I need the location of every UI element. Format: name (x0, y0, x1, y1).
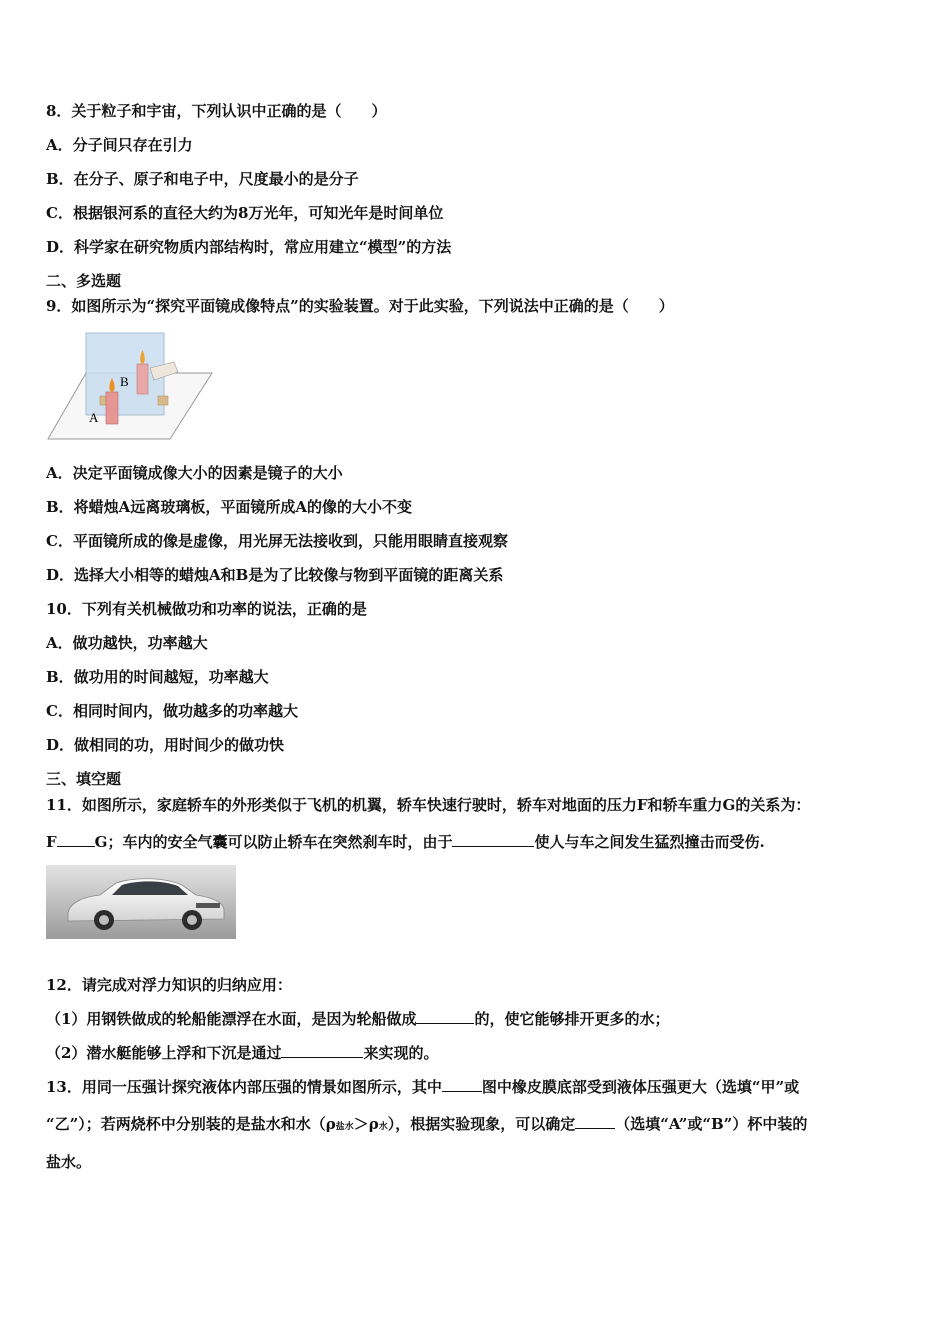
q10-option-d: D．做相同的功，用时间少的做功快 (46, 736, 285, 754)
q11-line1: 11．如图所示，家庭轿车的外形类似于飞机的机翼，轿车快速行驶时，轿车对地面的压力F和轿车重力G的关系为： (46, 796, 811, 814)
q12-blank-2[interactable] (281, 1043, 363, 1058)
q13-line1 (46, 1077, 799, 1097)
q9-stem: 9．如图所示为“探究平面镜成像特点”的实验装置。对于此实验，下列说法中正确的是（ ） (46, 297, 674, 315)
q10-stem: 10．下列有关机械做功和功率的说法，正确的是 (46, 600, 367, 618)
q11-blank-1[interactable] (57, 832, 95, 847)
q10-option-c: C．相同时间内，做功越多的功率越大 (46, 702, 298, 720)
q8-option-b: B．在分子、原子和电子中，尺度最小的是分子 (46, 170, 359, 188)
q12-part1-b: 的，使它能够排开更多的水； (474, 1010, 670, 1028)
label-b: B (120, 374, 129, 389)
q10-option-b: B．做功用的时间越短，功率越大 (46, 668, 269, 686)
q13-line2-c: （选填“A”或“B”）杯中装的 (615, 1115, 808, 1133)
q13-line1-a: 13．用同一压强计探究液体内部压强的情景如图所示，其中 (46, 1078, 442, 1096)
q11-blank-2[interactable] (452, 832, 534, 847)
q13-line2-b: ），根据实验现象，可以确定 (387, 1115, 576, 1133)
q9-option-a: A．决定平面镜成像大小的因素是镜子的大小 (46, 464, 343, 482)
q12-part2-b: 来实现的。 (363, 1044, 439, 1062)
q11-line2 (46, 832, 765, 852)
q8-option-a: A．分子间只存在引力 (46, 136, 193, 154)
q12-part2 (46, 1043, 438, 1063)
q13-line3: 盐水。 (46, 1153, 92, 1171)
q12-stem: 12．请完成对浮力知识的归纳应用： (46, 976, 292, 994)
q13-gt: ＞ρ (353, 1115, 379, 1133)
q9-option-b: B．将蜡烛A远离玻璃板，平面镜所成A的像的大小不变 (46, 498, 412, 516)
q9-option-d: D．选择大小相等的蜡烛A和B是为了比较像与物到平面镜的距离关系 (46, 566, 504, 584)
q10-option-a: A．做功越快，功率越大 (46, 634, 208, 652)
q12-blank-1[interactable] (416, 1009, 474, 1024)
section-multiple-choice-heading: 二、多选题 (46, 272, 122, 290)
q13-line1-b: 图中橡皮膜底部受到液体压强更大（选填“甲”或 (481, 1078, 800, 1096)
section-fill-blank-heading: 三、填空题 (46, 770, 122, 788)
q11-f: F (46, 833, 57, 851)
q13-blank-1[interactable] (442, 1077, 482, 1092)
label-a: A (89, 410, 99, 425)
q12-part1 (46, 1009, 669, 1029)
q8-option-c: C．根据银河系的直径大约为8万光年，可知光年是时间单位 (46, 204, 444, 222)
q12-part1-a: （1）用钢铁做成的轮船能漂浮在水面，是因为轮船做成 (46, 1010, 417, 1028)
q11-text-c: 使人与车之间发生猛烈撞击而受伤. (534, 833, 765, 851)
q12-part2-a: （2）潜水艇能够上浮和下沉是通过 (46, 1044, 282, 1062)
q13-line2 (46, 1114, 807, 1137)
q8-option-d: D．科学家在研究物质内部结构时，常应用建立“模型”的方法 (46, 238, 452, 256)
q11-text-b: G；车内的安全气囊可以防止轿车在突然刹车时，由于 (94, 833, 453, 851)
q8-stem: 8．关于粒子和宇宙，下列认识中正确的是（ ） (46, 102, 387, 120)
sedan-car-image (46, 865, 236, 939)
q13-sub-salt: 盐水 (335, 1122, 354, 1132)
q13-blank-2[interactable] (575, 1114, 615, 1129)
plane-mirror-figure (46, 330, 216, 442)
q13-line2-a: “乙”）；若两烧杯中分别装的是盐水和水（ρ (46, 1115, 336, 1133)
q13-sub-water: 水 (378, 1122, 388, 1132)
q9-option-c: C．平面镜所成的像是虚像，用光屏无法接收到，只能用眼睛直接观察 (46, 532, 508, 550)
